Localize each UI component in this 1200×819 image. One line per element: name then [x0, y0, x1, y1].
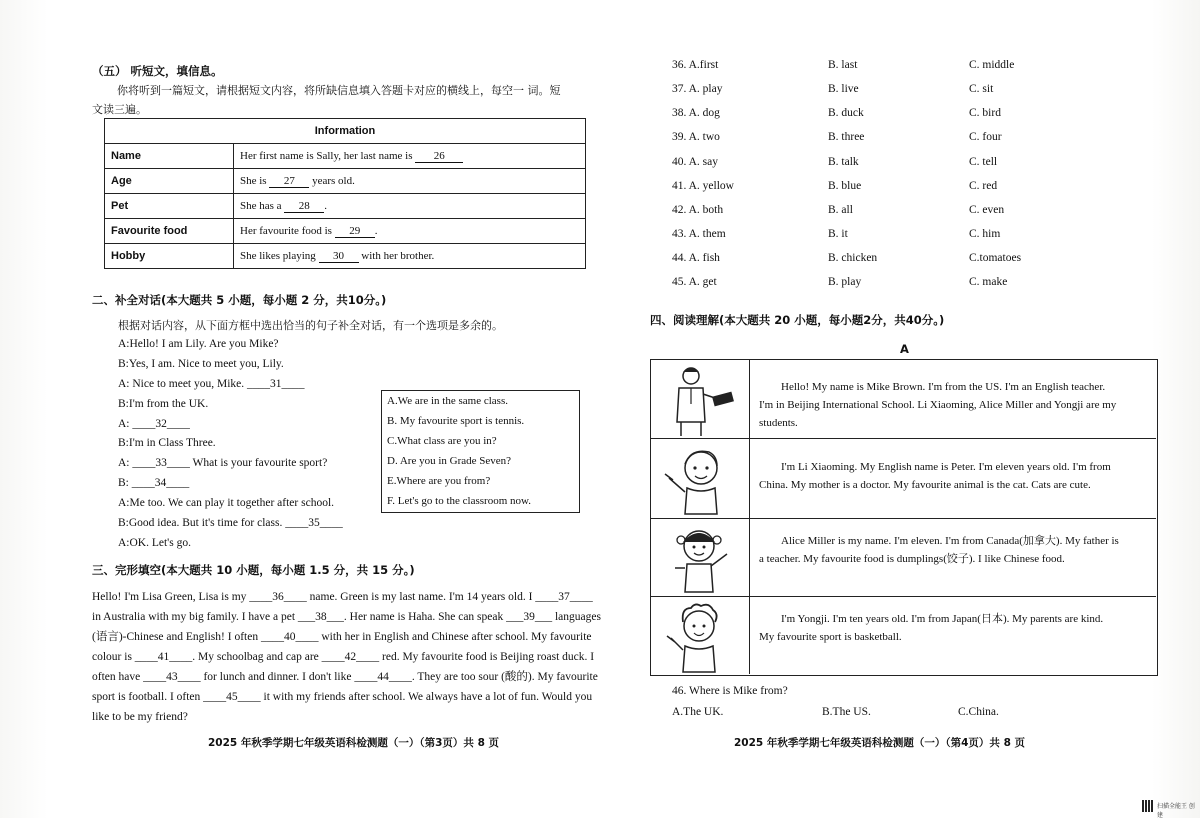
table-row: [105, 169, 586, 194]
passage-text: Hello! My name is Mike Brown. I'm from the US. I'm an English teacher. I'm in Beijing International School. Li Xiaoming, Alice Miller and Yongji are my students.: [759, 381, 1117, 429]
q46-option-c[interactable]: C.China.: [958, 706, 999, 718]
choice-c: C. tell: [969, 156, 998, 168]
choice-c: C. bird: [969, 107, 1001, 119]
passage-label: A: [900, 342, 909, 356]
dialog-line: A: Nice to meet you, Mike. ____31____: [118, 378, 305, 390]
dialog-line: A: ____33____ What is your favourite sport?: [118, 457, 328, 469]
row-key: Favourite food: [105, 219, 234, 244]
section4-title: 四、阅读理解(本大题共 20 小题，每小题2分，共40分。): [650, 313, 945, 327]
choice-b: B. last: [828, 59, 858, 71]
section2-instruction: 根据对话内容，从下面方框中选出恰当的句子补全对话，有一个选项是多余的。: [118, 319, 503, 332]
choice-b: B. it: [828, 228, 848, 240]
page-footer-left: 2025 年秋季学期七年级英语科检测题（一）（第3页）共 8 页: [208, 737, 500, 749]
choice-c: C. him: [969, 228, 1001, 240]
choice-c: C. even: [969, 204, 1005, 216]
choice-c: C. sit: [969, 83, 994, 95]
option-item: D. Are you in Grade Seven?: [387, 455, 512, 467]
section5-instruction: 你将听到一篇短文，请根据短文内容，将所缺信息填入答题卡对应的横线上，每空一 词。短: [117, 84, 561, 97]
row-value: Her favourite food is 29 .: [234, 219, 586, 244]
choice-c: C. make: [969, 276, 1008, 288]
cloze-line: like to be my friend?: [92, 711, 188, 723]
cloze-line: (语言)-Chinese and English! I often ____40____ with her in English and Chinese after school. My favourite: [92, 631, 592, 643]
row-value: Her first name is Sally, her last name is 26: [234, 144, 586, 169]
option-item: C.What class are you in?: [387, 435, 497, 447]
girl-illustration: [651, 518, 750, 596]
cloze-line: Hello! I'm Lisa Green, Lisa is my ____36____ name. Green is my last name. I'm 14 years old. I ____37____: [92, 591, 593, 603]
dialog-line: A:Hello! I am Lily. Are you Mike?: [118, 338, 279, 350]
teacher-illustration: [651, 360, 750, 438]
cloze-line: colour is ____41____. My schoolbag and cap are ____42____ red. My favourite food is Beijing roast duck. I: [92, 651, 595, 663]
option-item: A.We are in the same class.: [387, 395, 508, 407]
question-46: 46. Where is Mike from?: [672, 685, 788, 697]
options-box: [381, 390, 580, 513]
choice-a: 36. A.first: [672, 59, 719, 71]
q46-option-a[interactable]: A.The UK.: [672, 706, 724, 718]
dialog-line: B: ____34____: [118, 477, 190, 489]
choice-b: B. talk: [828, 156, 859, 168]
option-item: F. Let's go to the classroom now.: [387, 495, 531, 507]
cloze-line: in Australia with my big family. I have a pet ___38___. Her name is Haha. She can speak ___39___ languages: [92, 611, 601, 623]
choice-c: C. middle: [969, 59, 1015, 71]
choice-b: B. live: [828, 83, 859, 95]
boy-illustration: [651, 438, 750, 518]
dialog-line: B:Good idea. But it's time for class. ____35____: [118, 517, 343, 529]
qr-code-icon: [1142, 800, 1154, 812]
choice-b: B. all: [828, 204, 853, 216]
cloze-line: sport is football. I often ____45____ it with my friends after school. We always have a lot of fun. Would you: [92, 691, 593, 703]
scanner-watermark: 扫描全能王 创建: [1157, 803, 1195, 819]
row-key: Pet: [105, 194, 234, 219]
dialog-line: A:OK. Let's go.: [118, 537, 191, 549]
page-footer-right: 2025 年秋季学期七年级英语科检测题（一）（第4页）共 8 页: [734, 737, 1026, 749]
choice-c: C. red: [969, 180, 998, 192]
left-page: [88, 0, 608, 800]
reading-row: [651, 360, 1156, 439]
table-header: Information: [105, 119, 586, 144]
choice-b: B. chicken: [828, 252, 878, 264]
dialog-line: B:I'm from the UK.: [118, 398, 209, 410]
answer-blank[interactable]: 27: [269, 175, 309, 188]
choice-b: B. play: [828, 276, 862, 288]
dialog-line: A: ____32____: [118, 418, 190, 430]
row-value: She likes playing 30 with her brother.: [234, 244, 586, 269]
section5-title: （五） 听短文，填信息。: [92, 64, 223, 78]
curly-boy-illustration: [651, 596, 750, 674]
information-table: [104, 118, 586, 269]
choice-a: 39. A. two: [672, 131, 720, 143]
choice-a: 41. A. yellow: [672, 180, 734, 192]
choice-a: 44. A. fish: [672, 252, 720, 264]
passage-text: Alice Miller is my name. I'm eleven. I'm from Canada(加拿大). My father is a teacher. My favourite food is dumplings(饺子). I like Chinese food.: [759, 535, 1119, 565]
section2-title: 二、补全对话(本大题共 5 小题，每小题 2 分，共10分。): [92, 293, 387, 307]
row-value: She has a 28 .: [234, 194, 586, 219]
reading-table: [650, 359, 1158, 676]
q46-option-b[interactable]: B.The US.: [822, 706, 871, 718]
dialog-line: B:Yes, I am. Nice to meet you, Lily.: [118, 358, 284, 370]
answer-blank[interactable]: 28: [284, 200, 324, 213]
choice-b: B. blue: [828, 180, 862, 192]
choice-a: 45. A. get: [672, 276, 717, 288]
answer-blank[interactable]: 26: [415, 150, 463, 163]
row-key: Hobby: [105, 244, 234, 269]
choice-a: 38. A. dog: [672, 107, 720, 119]
reading-row: [651, 518, 1156, 597]
choice-c: C.tomatoes: [969, 252, 1022, 264]
choice-c: C. four: [969, 131, 1002, 143]
reading-row: [651, 438, 1156, 519]
answer-blank[interactable]: 29: [335, 225, 375, 238]
table-row: [105, 194, 586, 219]
passage-text: I'm Yongji. I'm ten years old. I'm from Japan(日本). My parents are kind. My favourite sport is basketball.: [759, 613, 1104, 643]
answer-blank[interactable]: 30: [319, 250, 359, 263]
choice-b: B. duck: [828, 107, 864, 119]
cloze-line: often have ____43____ for lunch and dinner. I don't like ____44____. They are too sour (酸的). My favourite: [92, 671, 598, 683]
passage-text: I'm Li Xiaoming. My English name is Peter. I'm eleven years old. I'm from China. My mother is a doctor. My favourite animal is the cat. Cats are cute.: [759, 461, 1111, 491]
choice-a: 43. A. them: [672, 228, 726, 240]
row-key: Name: [105, 144, 234, 169]
choice-b: B. three: [828, 131, 865, 143]
dialog-line: B:I'm in Class Three.: [118, 437, 216, 449]
option-item: B. My favourite sport is tennis.: [387, 415, 525, 427]
row-value: She is 27 years old.: [234, 169, 586, 194]
choice-a: 37. A. play: [672, 83, 723, 95]
choice-a: 42. A. both: [672, 204, 724, 216]
option-item: E.Where are you from?: [387, 475, 491, 487]
table-row: [105, 144, 586, 169]
row-key: Age: [105, 169, 234, 194]
section3-title: 三、完形填空(本大题共 10 小题，每小题 1.5 分，共 15 分。): [92, 563, 415, 577]
dialog-line: A:Me too. We can play it together after school.: [118, 497, 335, 509]
table-row: [105, 219, 586, 244]
reading-row: [651, 596, 1156, 674]
choice-a: 40. A. say: [672, 156, 718, 168]
table-row: [105, 244, 586, 269]
section5-instruction-2: 文读三遍。: [92, 103, 147, 116]
right-page: [650, 0, 1170, 800]
